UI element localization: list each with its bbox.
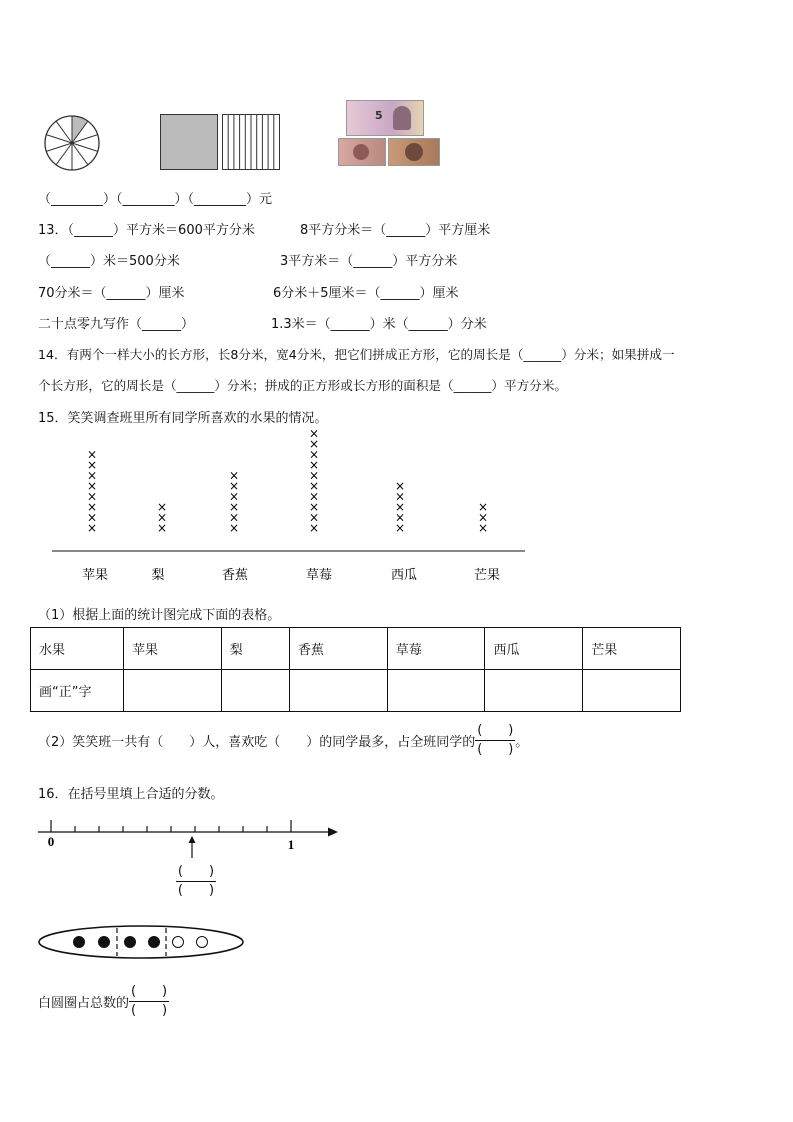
tally-mark: × — [308, 468, 320, 483]
circle-tenths-figure — [43, 114, 101, 172]
q13-item-1 — [38, 219, 255, 238]
sector-line — [46, 135, 72, 143]
q13-item-5: 70分米＝（______）厘米 — [38, 286, 185, 301]
denominator-blank[interactable]: ( ) — [177, 883, 215, 898]
hollow-dot — [197, 937, 208, 948]
q15-sub1: （1）根据上面的统计图完成下面的表格。 — [38, 608, 281, 623]
white-label: 白圆圈占总数的 — [38, 996, 130, 1011]
tally-mark: × — [86, 510, 98, 525]
tally-mark: × — [228, 500, 240, 514]
fruit-pictograph — [40, 428, 540, 588]
tally-mark: × — [308, 428, 320, 441]
tally-mark: × — [156, 510, 168, 525]
tally-mark: × — [228, 489, 240, 504]
tally-mark: × — [228, 479, 240, 493]
q13-item-4: 3平方米＝（______）平方分米 — [280, 254, 458, 269]
table-row-label: 画“正”字 — [31, 670, 124, 712]
q13-item-6: 6分米＋5厘米＝（______）厘米 — [273, 286, 459, 301]
tally-table — [30, 627, 681, 712]
q12-answer-line — [38, 188, 272, 207]
tally-mark: × — [308, 458, 320, 472]
filled-dot — [99, 937, 110, 948]
tally-mark: × — [228, 468, 240, 483]
category-label: 西瓜 — [390, 568, 418, 583]
tally-mark: × — [477, 500, 489, 514]
numerator-blank[interactable]: ( ) — [177, 864, 215, 879]
tally-mark: × — [156, 500, 168, 514]
tally-mark: × — [86, 489, 98, 504]
note-value: 5 — [375, 109, 383, 122]
answer-cell[interactable] — [387, 670, 485, 712]
category-label: 香蕉 — [221, 568, 249, 583]
tally-mark: × — [477, 510, 489, 525]
tally-mark: × — [86, 479, 98, 493]
five-jiao-note — [388, 138, 440, 166]
dots-ellipse-figure — [38, 924, 248, 960]
tally-mark: × — [477, 521, 489, 535]
denominator-blank[interactable]: ( ) — [477, 742, 514, 757]
tally-mark: × — [308, 510, 320, 525]
answer-cell[interactable] — [289, 670, 387, 712]
fraction-blank[interactable] — [475, 722, 515, 759]
table-header-cell: 香蕉 — [289, 628, 387, 670]
sector-line — [46, 143, 72, 151]
category-label: 苹果 — [81, 568, 109, 583]
filled-dot — [74, 937, 85, 948]
portrait-icon — [353, 144, 369, 160]
q12-unit: 元 — [259, 192, 273, 207]
tally-mark: × — [308, 500, 320, 514]
tally-mark: × — [308, 437, 320, 451]
table-header-cell: 芒果 — [583, 628, 681, 670]
money-group — [338, 100, 440, 166]
portrait-icon — [405, 143, 423, 161]
category-label: 梨 — [151, 568, 165, 583]
full-square-figure — [160, 114, 218, 170]
q13-item-3: （______）米＝500分米 — [38, 254, 180, 269]
filled-dot — [149, 937, 160, 948]
answer-cell[interactable] — [583, 670, 681, 712]
tally-mark: × — [308, 521, 320, 535]
one-jiao-note — [338, 138, 386, 166]
tally-mark: × — [156, 521, 168, 535]
tally-mark: × — [86, 468, 98, 483]
sector-line — [56, 143, 72, 165]
numerator-blank[interactable]: ( ) — [477, 723, 514, 738]
sector-line — [72, 143, 98, 151]
table-header-cell: 西瓜 — [485, 628, 583, 670]
sector-line — [56, 121, 72, 143]
tally-mark: × — [394, 521, 406, 535]
category-label: 芒果 — [473, 568, 501, 583]
q13-item-2: 8平方分米＝（______）平方厘米 — [300, 223, 491, 238]
q13-item-7: 二十点零九写作（______） — [38, 317, 195, 332]
table-header-cell: 梨 — [221, 628, 289, 670]
table-row — [31, 670, 681, 712]
numerator-blank[interactable]: ( ) — [130, 984, 168, 999]
q12-blank-2[interactable]: （________） — [116, 192, 188, 207]
q15-sub2 — [38, 722, 528, 759]
q13-text: （______）平方米＝600平方分米 — [67, 223, 255, 238]
table-header-cell: 水果 — [31, 628, 124, 670]
tally-mark: × — [394, 500, 406, 514]
denominator-blank[interactable]: ( ) — [130, 1003, 168, 1018]
tally-mark: × — [308, 447, 320, 462]
q13-number: 13． — [38, 223, 68, 238]
striped-square-figure — [222, 114, 280, 170]
hollow-dot — [173, 937, 184, 948]
tally-mark: × — [394, 489, 406, 504]
q16-fraction-1 — [176, 863, 216, 900]
q12-blank-1[interactable]: （________） — [38, 192, 117, 207]
fraction-blank[interactable] — [176, 863, 216, 900]
portrait-icon — [393, 106, 411, 130]
tally-mark: × — [86, 458, 98, 472]
tally-mark: × — [308, 489, 320, 504]
tally-mark: × — [394, 510, 406, 525]
answer-cell[interactable] — [124, 670, 222, 712]
filled-dot — [125, 937, 136, 948]
q15-title: 15．笑笑调查班里所有同学所喜欢的水果的情况。 — [38, 411, 328, 426]
q12-blank-3[interactable]: （________） — [187, 192, 260, 207]
tally-mark: × — [86, 447, 98, 462]
sector-line — [72, 143, 88, 165]
tally-mark: × — [228, 510, 240, 525]
answer-cell[interactable] — [485, 670, 583, 712]
q15-sub2-end: 。 — [515, 735, 529, 750]
q14-line-2: 个长方形，它的周长是（______）分米；拼成的正方形或长方形的面积是（______）平方分米。 — [38, 378, 567, 393]
q15-sub2-text: （2）笑笑班一共有（ ）人，喜欢吃（ ）的同学最多，占全班同学的 — [38, 735, 476, 750]
pointer-arrowhead — [189, 836, 196, 843]
number-line-arrowhead — [328, 828, 338, 837]
category-label: 草莓 — [305, 568, 333, 583]
fraction-blank[interactable] — [129, 983, 169, 1020]
answer-cell[interactable] — [221, 670, 289, 712]
table-header-cell: 草莓 — [387, 628, 485, 670]
dots-ellipse — [39, 926, 243, 958]
tally-mark: × — [86, 500, 98, 514]
tally-mark: × — [308, 479, 320, 493]
q14-line-1: 14．有两个一样大小的长方形，长8分米，宽4分米，把它们拼成正方形，它的周长是（______）分米；如果拼成一 — [38, 347, 675, 362]
number-line — [30, 812, 350, 864]
number-line-end-label: 1 — [287, 837, 295, 852]
q16-title: 16．在括号里填上合适的分数。 — [38, 787, 224, 802]
table-header-cell: 苹果 — [124, 628, 222, 670]
five-yuan-note — [346, 100, 424, 136]
tally-mark: × — [228, 521, 240, 535]
tally-mark: × — [86, 521, 98, 535]
q16-white-fraction — [38, 983, 169, 1020]
table-row — [31, 628, 681, 670]
number-line-start-label: 0 — [47, 834, 55, 849]
tally-mark: × — [394, 479, 406, 493]
q13-item-8: 1.3米＝（______）米（______）分米 — [271, 317, 487, 332]
